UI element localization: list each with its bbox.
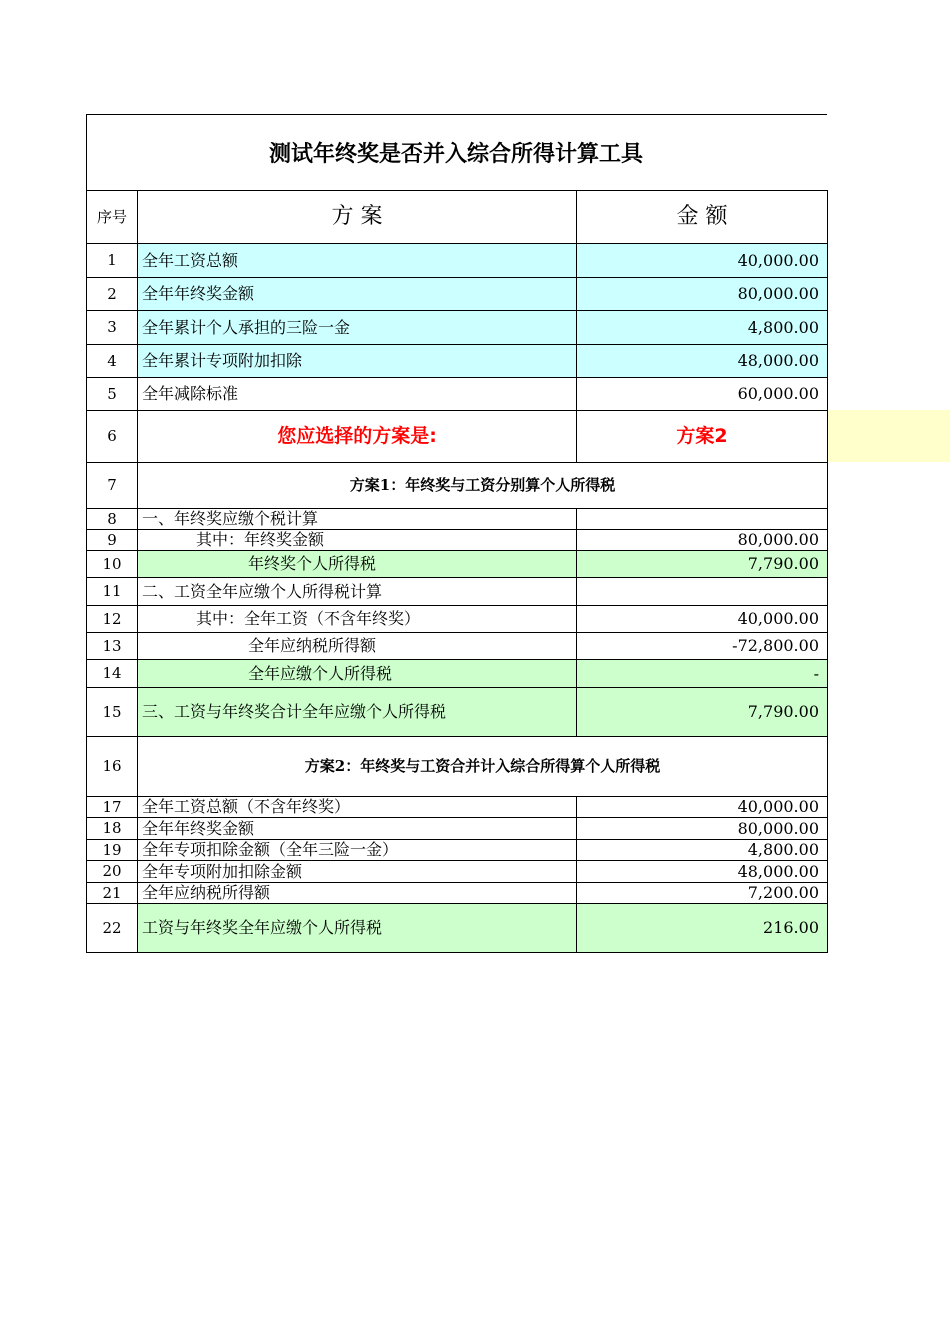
- plan2-row: [87, 797, 828, 818]
- row-seq: 9: [87, 530, 138, 551]
- row-seq: 14: [87, 660, 138, 688]
- plan2-title-row: [87, 737, 828, 797]
- row-seq: 2: [87, 278, 138, 311]
- special-deduction-input[interactable]: 48,000.00: [577, 345, 828, 378]
- row-value: 4,800.00: [577, 840, 828, 861]
- plan1-title-row: [87, 463, 828, 509]
- row-seq: 6: [87, 411, 138, 463]
- row-seq: 17: [87, 797, 138, 818]
- plan1-title: 方案1：年终奖与工资分别算个人所得税: [138, 463, 828, 509]
- page-title: 测试年终奖是否并入综合所得计算工具: [268, 140, 643, 167]
- plan2-total-tax: 216.00: [577, 904, 828, 953]
- row-value: -72,800.00: [577, 633, 828, 660]
- plan2-total-row: [87, 904, 828, 953]
- row-seq: 15: [87, 688, 138, 737]
- row-value: 80,000.00: [577, 818, 828, 840]
- standard-deduction-value: 60,000.00: [577, 378, 828, 411]
- row-label: 全年减除标准: [138, 378, 577, 411]
- row-label: 全年应缴个人所得税: [138, 660, 577, 688]
- row-value: 80,000.00: [577, 530, 828, 551]
- header-plan: 方 案: [138, 191, 577, 244]
- plan1-row: [87, 660, 828, 688]
- plan2-row: [87, 883, 828, 904]
- row-label: 其中：全年工资（不含年终奖）: [138, 606, 577, 633]
- row-seq: 4: [87, 345, 138, 378]
- plan2-row: [87, 818, 828, 840]
- input-row: [87, 378, 828, 411]
- row-label: 年终奖个人所得税: [138, 551, 577, 578]
- row-seq: 12: [87, 606, 138, 633]
- row-seq: 10: [87, 551, 138, 578]
- row-value: [577, 509, 828, 530]
- row-seq: 13: [87, 633, 138, 660]
- row-seq: 7: [87, 463, 138, 509]
- header-amount: 金 额: [577, 191, 828, 244]
- row-label: 全年专项扣除金额（全年三险一金）: [138, 840, 577, 861]
- row-seq: 18: [87, 818, 138, 840]
- plan1-total-row: [87, 688, 828, 737]
- plan1-row: [87, 530, 828, 551]
- row-label: 三、工资与年终奖合计全年应缴个人所得税: [138, 688, 577, 737]
- recommended-plan: 方案2: [676, 425, 728, 447]
- row-seq: 22: [87, 904, 138, 953]
- row-value: 48,000.00: [577, 861, 828, 883]
- header-seq: 序号: [87, 191, 138, 244]
- row-label: 全年年终奖金额: [138, 278, 577, 311]
- plan2-row: [87, 840, 828, 861]
- input-row: [87, 345, 828, 378]
- row-seq: 19: [87, 840, 138, 861]
- row-label: 其中：年终奖金额: [138, 530, 577, 551]
- choice-label: 您应选择的方案是:: [277, 425, 437, 447]
- row-value: 7,200.00: [577, 883, 828, 904]
- row-seq: 8: [87, 509, 138, 530]
- annual-salary-input[interactable]: 40,000.00: [577, 244, 828, 278]
- row-label: 全年应纳税所得额: [138, 633, 577, 660]
- plan1-row: [87, 551, 828, 578]
- row-value: 40,000.00: [577, 606, 828, 633]
- plan1-row: [87, 633, 828, 660]
- header-row: [87, 191, 828, 244]
- row-label: 全年累计个人承担的三险一金: [138, 311, 577, 345]
- row-value: 7,790.00: [577, 551, 828, 578]
- row-label: 全年工资总额（不含年终奖）: [138, 797, 577, 818]
- row-seq: 1: [87, 244, 138, 278]
- row-label: 一、年终奖应缴个税计算: [138, 509, 577, 530]
- row-label: 全年年终奖金额: [138, 818, 577, 840]
- row-label: 工资与年终奖全年应缴个人所得税: [138, 904, 577, 953]
- plan2-title: 方案2：年终奖与工资合并计入综合所得算个人所得税: [138, 737, 828, 797]
- selection-highlight-extension: [827, 410, 950, 462]
- row-label: 全年累计专项附加扣除: [138, 345, 577, 378]
- row-label: 全年专项附加扣除金额: [138, 861, 577, 883]
- row-label: 二、工资全年应缴个人所得税计算: [138, 578, 577, 606]
- input-row: [87, 244, 828, 278]
- plan1-row: [87, 606, 828, 633]
- row-seq: 16: [87, 737, 138, 797]
- row-seq: 3: [87, 311, 138, 345]
- row-label: 全年工资总额: [138, 244, 577, 278]
- row-seq: 5: [87, 378, 138, 411]
- row-seq: 11: [87, 578, 138, 606]
- plan1-row: [87, 578, 828, 606]
- plan1-row: [87, 509, 828, 530]
- choice-row: [87, 411, 828, 463]
- social-insurance-input[interactable]: 4,800.00: [577, 311, 828, 345]
- row-seq: 21: [87, 883, 138, 904]
- row-seq: 20: [87, 861, 138, 883]
- row-label: 全年应纳税所得额: [138, 883, 577, 904]
- input-row: [87, 311, 828, 345]
- plan2-row: [87, 861, 828, 883]
- row-value: 40,000.00: [577, 797, 828, 818]
- row-value: -: [577, 660, 828, 688]
- calculation-table: [86, 190, 828, 953]
- plan1-total-tax: 7,790.00: [577, 688, 828, 737]
- annual-bonus-input[interactable]: 80,000.00: [577, 278, 828, 311]
- row-value: [577, 578, 828, 606]
- input-row: [87, 278, 828, 311]
